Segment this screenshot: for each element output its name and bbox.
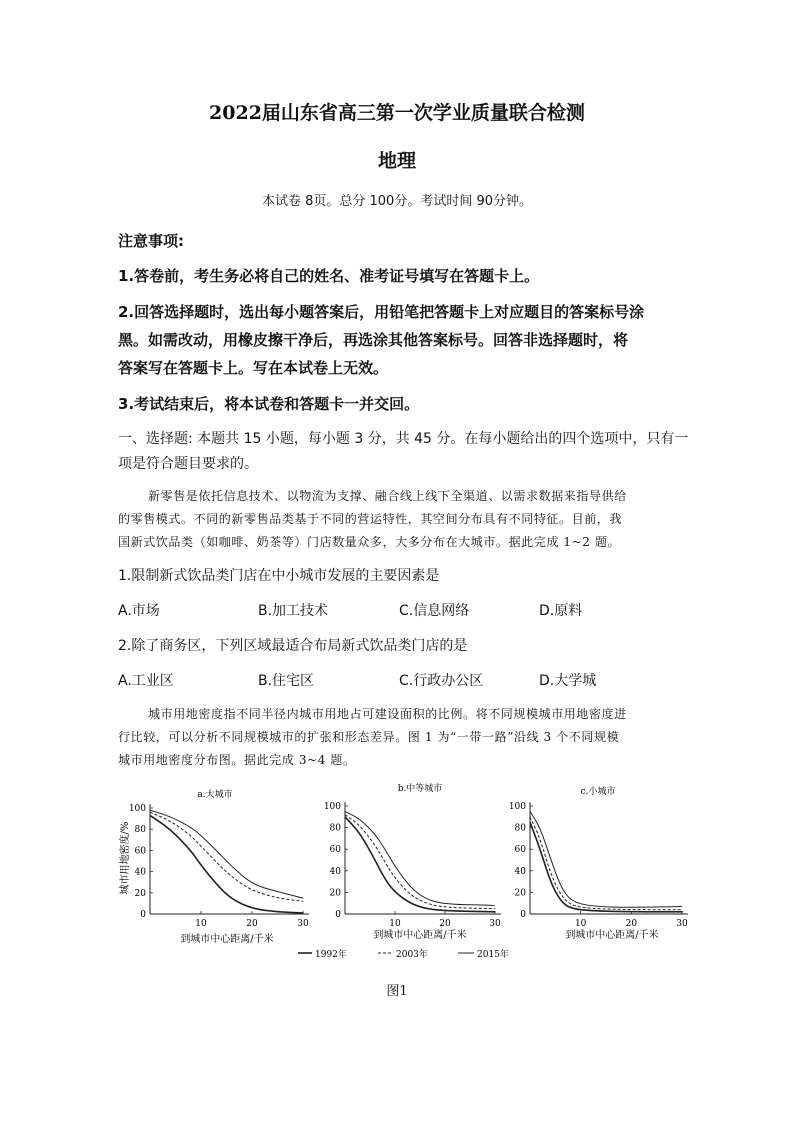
passage-2-line-3: 城市用地密度分布图。据此完成 3~4 题。 (118, 753, 356, 767)
x-tick-label: 10 (574, 919, 587, 929)
y-tick-label: 80 (514, 823, 526, 834)
y-tick-label: 40 (134, 867, 146, 878)
panel-c-x-label: 到城市中心距离/千米 (565, 930, 659, 941)
question-2-option-c: C.行政办公区 (399, 673, 484, 689)
x-tick-label: 20 (625, 919, 638, 929)
urban-land-density-figure (0, 770, 794, 970)
x-tick-label: 20 (246, 919, 258, 929)
passage-2-line-1: 城市用地密度指不同半径内城市用地占可建设面积的比例。将不同规模城市用地密度进 (148, 707, 627, 721)
y-tick-label: 0 (140, 910, 146, 920)
y-tick-label: 40 (329, 866, 341, 877)
question-1-option-a: A.市场 (118, 603, 160, 619)
y-tick-label: 60 (134, 846, 146, 857)
y-tick-label: 0 (520, 910, 526, 920)
question-2-option-b: B.住宅区 (258, 673, 315, 689)
chart-panel-small-city (509, 785, 688, 941)
panel-a-x-label: 到城市中心距离/千米 (180, 934, 274, 945)
passage-1-line-1: 新零售是依托信息技术、以物流为支撑、融合线上线下全渠道、以需求数据来指导供给 (148, 489, 627, 503)
notice-item-2-line-3: 答案写在答题卡上。写在本试卷上无效。 (118, 359, 389, 377)
y-tick-label: 20 (329, 888, 341, 899)
panel-a-title: a.大城市 (197, 790, 233, 800)
series-line-1992-panel-b (345, 817, 495, 912)
passage-1-line-2: 的零售模式。不同的新零售品类基于不同的营运特性，其空间分布具有不同特征。目前，我 (118, 512, 623, 526)
x-tick-label: 30 (297, 919, 309, 929)
panel-c-title: c.小城市 (580, 787, 616, 797)
subject-title: 地理 (377, 150, 416, 172)
y-tick-label: 60 (514, 845, 526, 856)
series-line-1992-panel-c (530, 822, 682, 912)
section-1-line-1: 一、选择题: 本题共 15 小题，每小题 3 分，共 45 分。在每小题给出的四个选项中，只有一 (118, 431, 689, 447)
y-tick-label: 60 (329, 845, 341, 856)
figure-y-axis-label: 城市用地密度/% (120, 821, 131, 895)
y-tick-label: 100 (323, 802, 341, 812)
legend-label-2003: 2003年 (396, 950, 428, 960)
legend-label-2015: 2015年 (477, 950, 509, 960)
exam-info: 本试卷 8页。总分 100分。考试时间 90分钟。 (261, 194, 533, 209)
notice-item-3: 3.考试结束后，将本试卷和答题卡一并交回。 (118, 395, 420, 413)
y-tick-label: 100 (128, 804, 146, 814)
question-1-option-b: B.加工技术 (258, 603, 329, 619)
x-tick-label: 10 (389, 919, 401, 929)
question-2-stem: 2.除了商务区，下列区域最适合布局新式饮品类门店的是 (118, 638, 468, 654)
y-tick-label: 80 (329, 823, 341, 834)
chart-panel-large-city (129, 788, 309, 945)
y-tick-label: 20 (514, 888, 526, 899)
question-1-option-d: D.原料 (539, 603, 583, 619)
series-line-1992-panel-a (150, 815, 303, 913)
x-tick-label: 10 (195, 919, 207, 929)
question-1-stem: 1.限制新式饮品类门店在中小城市发展的主要因素是 (118, 568, 440, 584)
y-tick-label: 100 (508, 802, 526, 812)
x-tick-label: 30 (489, 919, 501, 929)
question-2-option-a: A.工业区 (118, 673, 174, 689)
exam-title: 2022届山东省高三第一次学业质量联合检测 (209, 102, 585, 124)
notice-heading: 注意事项: (118, 232, 184, 250)
question-1-option-c: C.信息网络 (399, 603, 470, 619)
series-line-2003-panel-c (530, 817, 682, 910)
series-line-2015-panel-b (345, 811, 495, 905)
x-tick-label: 30 (676, 919, 688, 929)
legend-label-1992: 1992年 (315, 950, 347, 960)
y-tick-label: 0 (335, 910, 341, 920)
chart-panel-medium-city (324, 782, 501, 941)
question-2-option-d: D.大学城 (539, 673, 597, 689)
y-tick-label: 40 (514, 866, 526, 877)
notice-item-2-line-1: 2.回答选择题时，选出每小题答案后，用铅笔把答题卡上对应题目的答案标号涂 (118, 303, 645, 321)
y-tick-label: 20 (134, 888, 146, 899)
panel-b-title: b.中等城市 (397, 784, 443, 794)
figure-caption: 图1 (386, 984, 408, 999)
y-tick-label: 80 (134, 825, 146, 836)
notice-item-1: 1.答卷前，考生务必将自己的姓名、准考证号填写在答题卡上。 (118, 267, 540, 285)
passage-1-line-3: 国新式饮品类（如咖啡、奶茶等）门店数量众多，大多分布在大城市。据此完成 1~2 题。 (118, 535, 621, 549)
series-line-2015-panel-c (530, 811, 682, 907)
section-1-line-2: 项是符合题目要求的。 (118, 456, 258, 472)
panel-b-x-label: 到城市中心距离/千米 (373, 930, 467, 941)
passage-2-line-2: 行比较，可以分析不同规模城市的扩张和形态差异。图 1 为“一带一路”沿线 3 个不同规模 (118, 730, 620, 744)
notice-item-2-line-2: 黑。如需改动，用橡皮擦干净后，再选涂其他答案标号。回答非选择题时，将 (118, 331, 629, 349)
series-line-2003-panel-a (150, 812, 303, 901)
figure-legend (298, 948, 509, 960)
x-tick-label: 20 (439, 919, 451, 929)
